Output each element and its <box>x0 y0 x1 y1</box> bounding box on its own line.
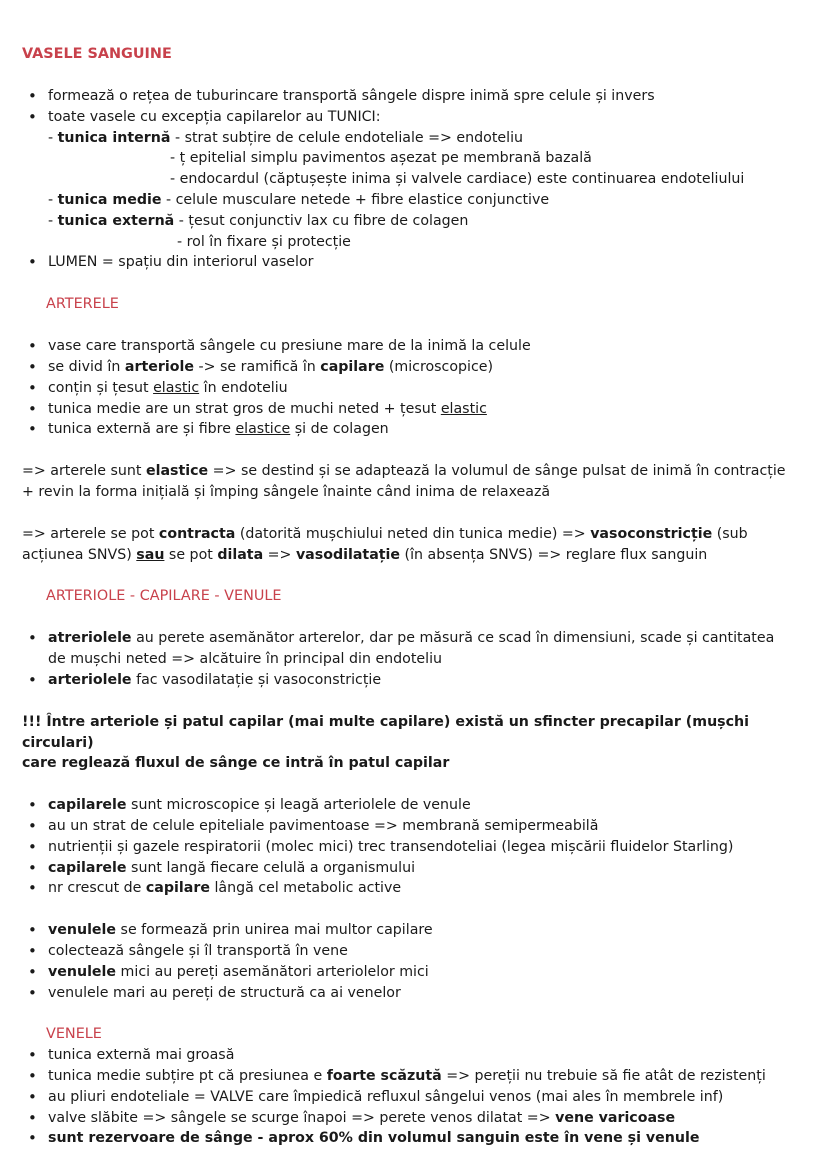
term: capilare <box>145 880 210 897</box>
list-item <box>22 920 812 941</box>
list-item: • nutrienții și gazele respiratorii (molec mici) trec transendoteliai (legea mișcării fluidelor Starling) <box>22 837 812 858</box>
text: sunt langă fiecare celulă a organismului <box>126 859 416 876</box>
term: tunica externă <box>57 212 175 229</box>
text: tunica medie are un strat gros de muchi neted + țesut <box>48 400 441 417</box>
term: vasodilatație <box>295 546 401 563</box>
text: mici au pereți asemănători arteriolelor mici <box>116 963 429 980</box>
list-item: • colectează sângele și îl transportă în vene <box>22 941 812 962</box>
text: sunt rezervoare de sânge - aprox 60% din volumul sanguin este în vene și venule <box>48 1130 700 1147</box>
text: => <box>263 546 296 563</box>
text: => arterele sunt <box>22 463 146 480</box>
arteriole-list <box>22 628 812 690</box>
text: se formează prin unirea mai multor capilare <box>116 922 433 939</box>
tunica-interna-row: - tunica internă - strat subțire de celule endoteliale => endoteliu <box>48 129 523 146</box>
text: !!! Între arteriole și patul capilar (mai multe capilare) există un sfincter precapilar (mușchi circulari) <box>22 713 749 751</box>
text: => pereții nu trebuie să fie atât de rezistenți <box>441 1068 766 1085</box>
venule-list <box>22 920 812 1003</box>
text: - strat subțire de celule endoteliale => endoteliu <box>170 129 523 146</box>
text: (în absența SNVS) => reglare flux sanguin <box>400 546 708 563</box>
term: elastice <box>145 463 209 480</box>
section-heading-venele: VENELE <box>46 1026 102 1043</box>
text: (sub <box>712 525 748 542</box>
text: tunica externă are și fibre <box>48 421 236 438</box>
text: care reglează fluxul de sânge ce intră în patul capilar <box>22 755 450 772</box>
list-item: • toate vasele cu excepția capilarelor au TUNICI: <box>22 107 812 128</box>
term: venulele <box>48 963 117 980</box>
list-item <box>22 1108 812 1129</box>
list-item: • au pliuri endoteliale = VALVE care împiedică refluxul sângelui venos (mai ales în membrele inf) <box>22 1087 812 1108</box>
underlined-term: elastic <box>440 400 487 417</box>
text: conțin și țesut <box>48 379 154 396</box>
text: => se destind și se adaptează la volumul de sânge pulsat de inimă în contracție <box>208 463 786 480</box>
underlined-term: sau <box>136 546 165 563</box>
term: vene varicoase <box>555 1109 676 1126</box>
text: se divid în <box>48 358 125 375</box>
list-item <box>22 628 812 670</box>
list-item: • vase care transportă sângele cu presiune mare de la inimă la celule <box>22 336 812 357</box>
venele-list <box>22 1045 812 1149</box>
list-item <box>22 795 812 816</box>
underlined-term: elastic <box>153 379 200 396</box>
text: nr crescut de <box>48 880 146 897</box>
underlined-term: elastice <box>235 421 291 438</box>
text: (datorită mușchiului neted din tunica medie) => <box>235 525 591 542</box>
list-item <box>22 419 812 440</box>
text: - celule musculare netede + fibre elastice conjunctive <box>161 191 550 208</box>
text: (microscopice) <box>384 358 494 375</box>
list-item: • venulele mari au pereți de structură ca ai venelor <box>22 983 812 1004</box>
list-item: • formează o rețea de tuburincare transportă sângele dispre inimă spre celule și invers <box>22 86 812 107</box>
text: acțiunea SNVS) <box>22 546 137 563</box>
paragraph-contract <box>22 524 812 566</box>
term: foarte scăzută <box>326 1068 442 1085</box>
term: arteriolele <box>48 671 132 688</box>
text: se pot <box>164 546 218 563</box>
capilare-list <box>22 795 812 899</box>
list-item <box>22 962 812 983</box>
text: lângă cel metabolic active <box>209 880 402 897</box>
text: tunica medie subțire pt că presiunea e <box>48 1068 327 1085</box>
text: => arterele se pot <box>22 525 159 542</box>
term: venulele <box>48 922 117 939</box>
term: capilare <box>320 358 385 375</box>
section-heading-acv: ARTERIOLE - CAPILARE - VENULE <box>46 588 282 605</box>
text: și de colagen <box>290 421 389 438</box>
detail-row: - endocardul (căptușește inima și valvele cardiace) este continuarea endoteliului <box>170 171 745 188</box>
text: + revin la forma inițială și împing sângele înainte când inima de relaxează <box>22 483 551 500</box>
term: tunica medie <box>57 191 162 208</box>
list-item <box>22 1128 812 1149</box>
list-item <box>22 878 812 899</box>
term: arteriole <box>124 358 194 375</box>
list-item: • LUMEN = spațiu din interiorul vaselor <box>22 252 812 273</box>
text: au perete asemănător arterelor, dar pe măsură ce scad în dimensiuni, scade și cantitatea <box>131 630 775 647</box>
text: fac vasodilatație și vasoconstricție <box>131 671 382 688</box>
note-sfincter <box>22 712 812 774</box>
text: de mușchi neted => alcătuire în principal din endoteliu <box>48 651 443 668</box>
intro-list <box>22 86 812 128</box>
list-item <box>22 1066 812 1087</box>
text: -> se ramifică în <box>193 358 321 375</box>
term: contracta <box>158 525 236 542</box>
term: atreriolele <box>48 630 132 647</box>
title-heading: VASELE SANGUINE <box>22 46 172 62</box>
tunica-externa-row: - tunica externă - țesut conjunctiv lax cu fibre de colagen <box>48 212 469 229</box>
list-item: • tunica externă mai groasă <box>22 1045 812 1066</box>
text: sunt microscopice și leagă arteriolele de venule <box>126 797 471 814</box>
detail-row: - rol în fixare și protecție <box>177 233 351 250</box>
term: tunica internă <box>57 129 171 146</box>
list-item <box>22 399 812 420</box>
text: în endoteliu <box>199 379 288 396</box>
detail-row: - ț epitelial simplu pavimentos așezat pe membrană bazală <box>170 150 592 167</box>
term: vasoconstricție <box>590 525 713 542</box>
term: capilarele <box>48 797 127 814</box>
list-item <box>22 378 812 399</box>
term: capilarele <box>48 859 127 876</box>
document-page <box>22 44 812 1149</box>
list-item <box>22 670 812 691</box>
text: - țesut conjunctiv lax cu fibre de colagen <box>174 212 469 229</box>
list-item: • au un strat de celule epiteliale pavimentoase => membrană semipermeabilă <box>22 816 812 837</box>
text: valve slăbite => sângele se scurge înapoi => perete venos dilatat => <box>48 1109 556 1126</box>
arterele-list <box>22 336 812 440</box>
paragraph-elastic <box>22 461 812 503</box>
tunica-medie-row: - tunica medie - celule musculare netede + fibre elastice conjunctive <box>48 191 550 208</box>
list-item <box>22 858 812 879</box>
term: dilata <box>217 546 264 563</box>
list-item <box>22 357 812 378</box>
section-heading-arterele: ARTERELE <box>46 296 119 313</box>
